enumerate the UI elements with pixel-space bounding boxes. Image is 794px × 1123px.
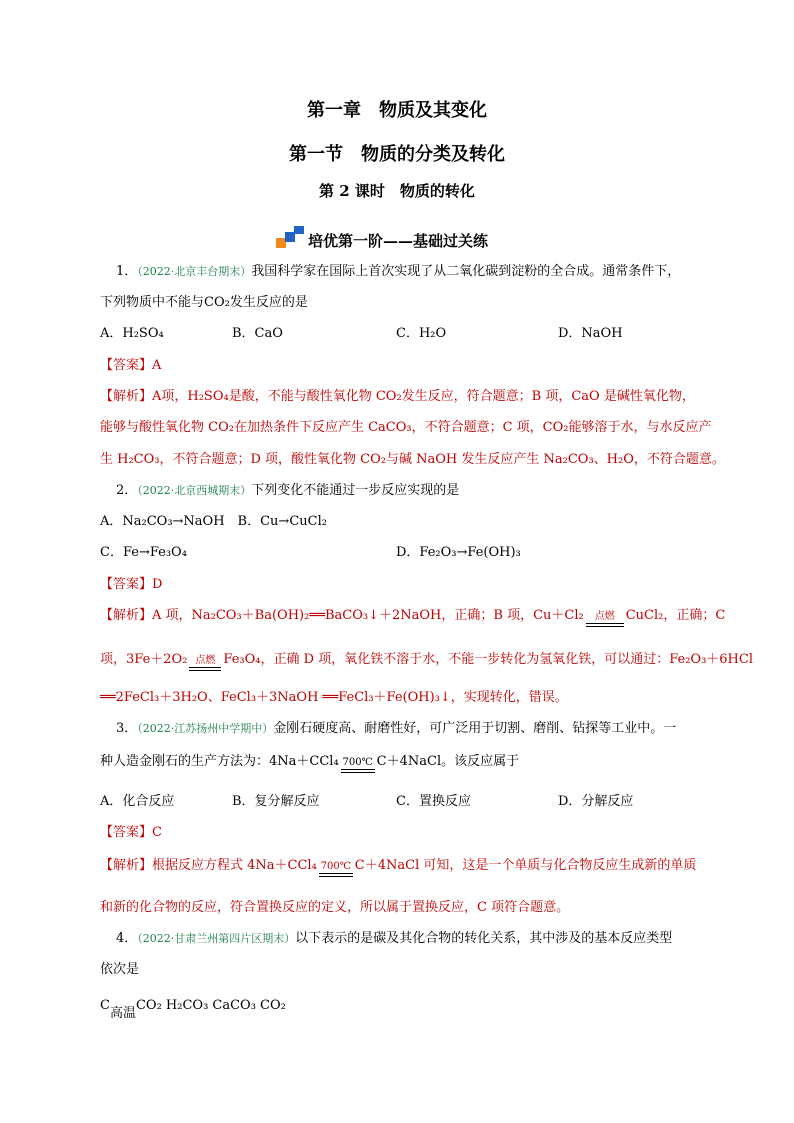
q1-stem1: 我国科学家在国际上首次实现了从二氧化碳到淀粉的全合成。通常条件下， bbox=[251, 264, 681, 279]
q2-a1-pre: 【解析】A 项，Na₂CO₃＋Ba(OH)₂══BaCO₃↓＋2NaOH，正确；B 项，Cu＋Cl₂ bbox=[100, 608, 584, 623]
q3-option-c: C．置换反应 bbox=[396, 794, 471, 809]
q4-scheme-cond: 高温 bbox=[109, 1006, 136, 1021]
q4-stem-line2: 依次是 bbox=[100, 962, 140, 977]
q3-cond-arrow-2 bbox=[319, 861, 353, 877]
q2-option-c: C．Fe→Fe₃O₄ bbox=[100, 545, 187, 560]
q1-stem-line2: 下列物质中不能与CO₂发生反应的是 bbox=[100, 295, 308, 310]
q4-scheme bbox=[100, 996, 286, 1021]
q3-stem2-pre: 种人造金刚石的生产方法为：4Na＋CCl₄ bbox=[100, 754, 339, 769]
q1-number: 1． bbox=[116, 264, 138, 279]
q4-number: 4． bbox=[116, 931, 138, 946]
q2-number: 2． bbox=[116, 483, 138, 498]
q2-analysis-line3: ══2FeCl₃＋3H₂O、FeCl₃＋3NaOH ══FeCl₃＋Fe(OH)₃↓，实现转化，错误。 bbox=[100, 690, 568, 705]
q3-stem-line2 bbox=[100, 752, 519, 773]
q3-answer: 【答案】C bbox=[100, 825, 162, 840]
q1-analysis-line1: 【解析】A项，H₂SO₄是酸，不能与酸性氧化物 CO₂发生反应，符合题意；B 项，CaO 是碱性氧化物， bbox=[100, 389, 695, 404]
q1-option-c: C．H₂O bbox=[396, 326, 447, 341]
q3-number: 3． bbox=[116, 721, 138, 736]
q2-a1-post: CuCl₂，正确；C bbox=[625, 608, 726, 623]
q3-cond-1: 700℃ bbox=[342, 757, 373, 768]
stairs-icon bbox=[276, 226, 304, 248]
q3-option-d: D．分解反应 bbox=[558, 794, 634, 809]
q1-option-b: B．CaO bbox=[232, 326, 283, 341]
q3-analysis-line2: 和新的化合物的反应，符合置换反应的定义，所以属于置换反应，C 项符合题意。 bbox=[100, 900, 570, 915]
q2-a2-post: Fe₃O₄，正确 D 项，氧化铁不溶于水，不能一步转化为氢氧化铁，可以通过：Fe₂O₃＋6HCl bbox=[223, 652, 753, 667]
q2-cond-arrow-1 bbox=[586, 611, 624, 627]
q4-source: （2022·甘肃兰州第四片区期末） bbox=[137, 932, 296, 945]
q1-option-d: D．NaOH bbox=[558, 326, 623, 341]
q3-source: （2022·江苏扬州中学期中） bbox=[137, 722, 274, 735]
q3-cond-arrow-1 bbox=[341, 757, 375, 773]
lesson-title: 第 2 课时 物质的转化 bbox=[319, 182, 475, 200]
q3-stem2-post: C＋4NaCl。该反应属于 bbox=[376, 754, 520, 769]
q3-cond-2: 700℃ bbox=[320, 861, 351, 872]
q3-stem1: 金刚石硬度高、耐磨性好，可广泛用于切割、磨削、钻探等工业中。一 bbox=[273, 721, 677, 736]
q2-answer: 【答案】D bbox=[100, 577, 163, 592]
q1-stem-line1 bbox=[116, 262, 680, 282]
q2-analysis-line1 bbox=[100, 606, 725, 627]
q2-cond-arrow-2 bbox=[189, 655, 221, 671]
q4-stem1: 以下表示的是碳及其化合物的转化关系，其中涉及的基本反应类型 bbox=[295, 931, 673, 946]
q2-cond-2: 点燃 bbox=[195, 655, 216, 666]
q1-answer: 【答案】A bbox=[100, 358, 162, 373]
q1-option-a: A．H₂SO₄ bbox=[100, 326, 164, 341]
q2-stem bbox=[116, 481, 459, 501]
practice-title: 培优第一阶——基础过关练 bbox=[308, 232, 489, 250]
q1-source: （2022·北京丰台期末） bbox=[137, 265, 252, 278]
q4-stem-line1 bbox=[116, 929, 672, 949]
q2-option-d: D．Fe₂O₃→Fe(OH)₃ bbox=[396, 545, 521, 560]
section-title: 第一节 物质的分类及转化 bbox=[289, 144, 505, 165]
q2-option-ab: A．Na₂CO₃→NaOH B．Cu→CuCl₂ bbox=[100, 514, 327, 529]
q2-analysis-line2 bbox=[100, 650, 753, 671]
q1-analysis-line3: 生 H₂CO₃，不符合题意；D 项，酸性氧化物 CO₂与碱 NaOH 发生反应产生 Na₂CO₃、H₂O，不符合题意。 bbox=[100, 452, 725, 467]
q2-stem-text: 下列变化不能通过一步反应实现的是 bbox=[251, 483, 460, 498]
q2-cond-1: 点燃 bbox=[594, 611, 615, 622]
q3-option-b: B．复分解反应 bbox=[232, 794, 320, 809]
q2-a2-pre: 项，3Fe＋2O₂ bbox=[100, 652, 188, 667]
q2-source: （2022·北京西城期末） bbox=[137, 484, 252, 497]
q3-a1-post: C＋4NaCl 可知，这是一个单质与化合物反应生成新的单质 bbox=[354, 858, 697, 873]
q3-analysis-line1 bbox=[100, 856, 696, 877]
q3-a1-pre: 【解析】根据反应方程式 4Na＋CCl₄ bbox=[100, 858, 317, 873]
q4-scheme-rest: CO₂ H₂CO₃ CaCO₃ CO₂ bbox=[135, 998, 286, 1013]
q3-option-a: A．化合反应 bbox=[100, 794, 175, 809]
q3-stem-line1 bbox=[116, 719, 676, 739]
chapter-title: 第一章 物质及其变化 bbox=[307, 100, 487, 121]
q1-analysis-line2: 能够与酸性氧化物 CO₂在加热条件下反应产生 CaCO₃，不符合题意；C 项，CO₂能够溶于水，与水反应产 bbox=[100, 420, 712, 435]
q4-scheme-c: C bbox=[100, 998, 110, 1013]
